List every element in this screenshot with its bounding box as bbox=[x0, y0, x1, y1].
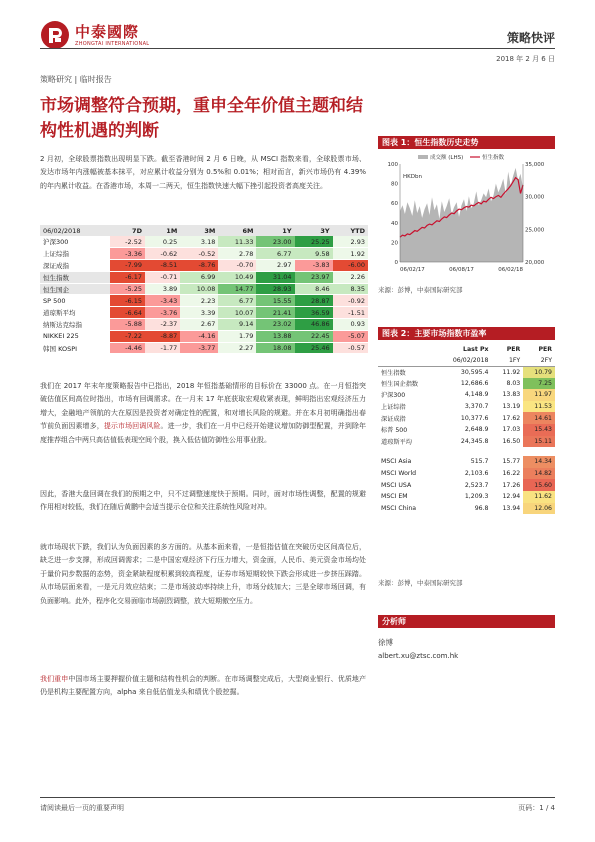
pe-value: 15.43 bbox=[523, 424, 555, 436]
return-cell: 2.67 bbox=[180, 319, 218, 331]
pe-value: 17.26 bbox=[502, 481, 521, 489]
column-header: 6M bbox=[218, 225, 256, 236]
return-cell: -0.57 bbox=[333, 342, 368, 354]
pe-last-price: 2,103.6 bbox=[464, 470, 489, 478]
pe-value: 17.03 bbox=[502, 426, 521, 434]
hsi-history-chart bbox=[378, 152, 555, 282]
return-cell: 25.46 bbox=[295, 342, 333, 354]
index-name: 沪深300 bbox=[40, 236, 110, 248]
return-cell: 6.99 bbox=[180, 271, 218, 283]
pe-last-price: 1,209.3 bbox=[464, 493, 489, 501]
pe-value: 15.77 bbox=[502, 458, 521, 466]
return-cell: 23.02 bbox=[256, 319, 294, 331]
page-number: 页码：1 / 4 bbox=[518, 804, 555, 812]
return-cell: -3.36 bbox=[110, 248, 145, 260]
left-tick-label: 60 bbox=[391, 201, 398, 208]
figure1-title: 图表 1：恒生指数历史走势 bbox=[378, 136, 555, 149]
return-cell: 36.59 bbox=[295, 307, 333, 319]
pe-value: 11.62 bbox=[523, 491, 555, 503]
pe-table-row bbox=[378, 389, 555, 401]
pe-row-spacer bbox=[378, 447, 555, 456]
pe-value: 13.83 bbox=[502, 391, 521, 399]
return-cell: 6.77 bbox=[218, 295, 256, 307]
footer-divider bbox=[40, 797, 555, 798]
return-cell: -0.71 bbox=[145, 271, 180, 283]
return-cell: 11.33 bbox=[218, 236, 256, 248]
table-row bbox=[40, 330, 368, 342]
return-cell: -3.76 bbox=[145, 307, 180, 319]
pe-index-name: MSCI EM bbox=[381, 493, 408, 501]
pe-index-name: 深证成指 bbox=[381, 415, 406, 423]
pe-table-row bbox=[378, 436, 555, 448]
legend-index-label: 恒生指数 bbox=[482, 155, 505, 161]
header-divider bbox=[40, 48, 555, 49]
pe-last-price: 2,648.9 bbox=[464, 426, 489, 434]
return-cell: 21.41 bbox=[256, 307, 294, 319]
return-cell: -5.25 bbox=[110, 283, 145, 295]
return-cell: 18.08 bbox=[256, 342, 294, 354]
pe-subheader-row bbox=[378, 355, 555, 366]
paragraph-outlook-post: 。进一步，我们在一月中已经开始建议增加防御型配置，并到除年度推荐组合中两只高估值低表现空间个股，换入低估值防御性公用事业股。 bbox=[40, 422, 367, 444]
pe-index-name: MSCI China bbox=[381, 504, 417, 512]
column-header: 1Y bbox=[256, 225, 294, 236]
index-name: 恒生国企 bbox=[40, 283, 110, 295]
legend-volume-label: 成交额 (LHS) bbox=[430, 155, 464, 161]
pe-index-name: 沪深300 bbox=[381, 392, 406, 400]
table-row bbox=[40, 248, 368, 260]
return-cell: -8.51 bbox=[145, 260, 180, 272]
breadcrumb: 策略研究 | 临时报告 bbox=[40, 75, 112, 84]
index-name: NIKKEI 225 bbox=[40, 330, 110, 342]
right-tick-label: 35,000 bbox=[525, 162, 545, 168]
x-tick-label: 06/02/17 bbox=[400, 267, 425, 273]
pe-last-price: 30,595.4 bbox=[460, 368, 489, 376]
paragraph-factors: 就市场现状下跌，我们认为负面因素的多方面的。从基本面来看，一是恒指估值在突破历史区间高位后，缺乏进一步支撑，形成回调需求；二是中国宏观经济下行压力增大，资金面，人民币、美元资金市场均处于量价同步数据的态势，资金紧缺程度积累到较高程度，证券市场短期较快下跌会形成进一步挤压踩踏。从市场层面来看，一是元月效应结束；二是市场波动率持续上升，市场分歧加大；三是全球市场回调，有负面影响。此外，程序化交易面临市场剧烈调整，放大短期傲空压力。 bbox=[40, 543, 366, 605]
return-cell: 10.08 bbox=[180, 283, 218, 295]
return-cell: 2.97 bbox=[256, 260, 294, 272]
table-header-row bbox=[40, 225, 368, 236]
pe-column-subheader: 2FY bbox=[523, 355, 555, 366]
table-row bbox=[40, 236, 368, 248]
index-performance-table bbox=[40, 225, 368, 354]
paragraph-reiterate bbox=[40, 673, 366, 700]
x-tick-label: 06/02/18 bbox=[498, 267, 523, 273]
right-tick-label: 30,000 bbox=[525, 194, 545, 201]
return-cell: 2.23 bbox=[180, 295, 218, 307]
pe-index-name: 标普 500 bbox=[381, 427, 408, 435]
analyst-name: 徐博 bbox=[378, 638, 393, 647]
index-name: 道琼斯平均 bbox=[40, 307, 110, 319]
paragraph-outlook bbox=[40, 380, 366, 447]
pe-value: 11.92 bbox=[502, 368, 521, 376]
return-cell: 10.49 bbox=[218, 271, 256, 283]
pe-last-price: 96.8 bbox=[474, 504, 489, 512]
return-cell: -0.52 bbox=[180, 248, 218, 260]
return-cell: 13.88 bbox=[256, 330, 294, 342]
analyst-section-title: 分析师 bbox=[378, 615, 555, 628]
return-cell: -8.87 bbox=[145, 330, 180, 342]
brand-logo bbox=[40, 20, 149, 50]
table-row bbox=[40, 260, 368, 272]
table-row bbox=[40, 307, 368, 319]
paragraph-intro: 2 月初，全球股票指数出现明显下跌。截至香港时间 2 月 6 日晚，从 MSCI 指数来看，全球股票市场、发达市场年内涨幅被基本抹平，对应累计收益分别为 0.5%和 0.01%；相对而言，新兴市场仍有 4.39%的年内累计收益。在香港市场，本周一二两天，恒生指数快速大幅下挫引起投资者高度关注。 bbox=[40, 155, 366, 190]
paragraph-reiterate-highlight: 我们重申 bbox=[40, 675, 69, 683]
return-cell: -5.07 bbox=[333, 330, 368, 342]
return-cell: -5.88 bbox=[110, 319, 145, 331]
return-cell: 10.07 bbox=[218, 307, 256, 319]
pe-value: 16.50 bbox=[502, 437, 521, 445]
pe-index-name: MSCI Asia bbox=[381, 458, 412, 466]
pe-index-name: 恒生国企指数 bbox=[381, 380, 419, 388]
pe-ratio-table bbox=[378, 344, 555, 514]
pe-index-name: MSCI World bbox=[381, 470, 417, 478]
unit-label: HKDbn bbox=[403, 174, 422, 180]
pe-last-price: 10,377.6 bbox=[460, 414, 489, 422]
x-tick-label: 06/08/17 bbox=[449, 267, 474, 273]
return-cell: 8.46 bbox=[295, 283, 333, 295]
return-cell: 1.79 bbox=[218, 330, 256, 342]
pe-value: 12.94 bbox=[502, 493, 521, 501]
paragraph-expectation: 因此，香港大盘回调在我们的预期之中，只不过调整速度快于预期。同时，面对市场性调整，配置的规避作用相对较低，我们在随后黄鹏中会适当提示仓位和关注系统性风险对冲。 bbox=[40, 490, 366, 512]
return-cell: 2.78 bbox=[218, 248, 256, 260]
pe-index-name: 道琼斯平均 bbox=[381, 438, 412, 446]
brand-name-en: ZHONGTAI INTERNATIONAL bbox=[75, 40, 150, 47]
return-cell: -7.99 bbox=[110, 260, 145, 272]
pe-last-price: 24,345.8 bbox=[460, 437, 489, 445]
return-cell: -3.43 bbox=[145, 295, 180, 307]
pe-last-price: 12,686.6 bbox=[460, 379, 489, 387]
column-header: YTD bbox=[333, 225, 368, 236]
pe-value: 17.62 bbox=[502, 414, 521, 422]
pe-value: 12.06 bbox=[523, 503, 555, 515]
pe-value: 14.34 bbox=[523, 456, 555, 468]
footer-disclaimer: 请阅读最后一页的重要声明 bbox=[40, 804, 124, 812]
return-cell: 3.39 bbox=[180, 307, 218, 319]
return-cell: 8.35 bbox=[333, 283, 368, 295]
return-cell: -8.76 bbox=[180, 260, 218, 272]
index-name: 上证综指 bbox=[40, 248, 110, 260]
return-cell: -4.16 bbox=[180, 330, 218, 342]
return-cell: -3.77 bbox=[180, 342, 218, 354]
return-cell: -6.00 bbox=[333, 260, 368, 272]
pe-value: 10.79 bbox=[523, 366, 555, 378]
pe-table-row bbox=[378, 491, 555, 503]
page-title: 市场调整符合预期，重申全年价值主题和结构性机遇的判断 bbox=[40, 96, 363, 141]
pe-value: 15.11 bbox=[523, 436, 555, 448]
pe-value: 14.82 bbox=[523, 468, 555, 480]
return-cell: 6.77 bbox=[256, 248, 294, 260]
left-tick-label: 40 bbox=[391, 220, 398, 227]
pe-column-header: PER bbox=[538, 346, 552, 353]
table-date-label: 06/02/2018 bbox=[40, 225, 110, 236]
volume-area bbox=[400, 168, 523, 262]
index-name: 深证成指 bbox=[40, 260, 110, 272]
return-cell: 22.45 bbox=[295, 330, 333, 342]
return-cell: 28.87 bbox=[295, 295, 333, 307]
return-cell: 31.04 bbox=[256, 271, 294, 283]
pe-column-header: Last Px bbox=[463, 346, 489, 353]
return-cell: -7.22 bbox=[110, 330, 145, 342]
return-cell: 23.00 bbox=[256, 236, 294, 248]
pe-last-price: 2,523.7 bbox=[464, 481, 489, 489]
return-cell: 2.26 bbox=[333, 271, 368, 283]
left-tick-label: 0 bbox=[394, 260, 398, 266]
return-cell: 28.93 bbox=[256, 283, 294, 295]
return-cell: 46.86 bbox=[295, 319, 333, 331]
analyst-email-link[interactable]: albert.xu@ztsc.com.hk bbox=[378, 652, 459, 660]
pe-table-row bbox=[378, 479, 555, 491]
return-cell: -6.64 bbox=[110, 307, 145, 319]
return-cell: 3.18 bbox=[180, 236, 218, 248]
return-cell: -0.70 bbox=[218, 260, 256, 272]
table-row bbox=[40, 283, 368, 295]
table-row bbox=[40, 319, 368, 331]
pe-value: 15.60 bbox=[523, 479, 555, 491]
pe-value: 13.19 bbox=[502, 403, 521, 411]
right-tick-label: 20,000 bbox=[525, 260, 545, 266]
return-cell: 0.93 bbox=[333, 319, 368, 331]
pe-table-row bbox=[378, 456, 555, 468]
paragraph-outlook-highlight: 提示市场回调风险 bbox=[103, 422, 161, 431]
pe-value: 16.22 bbox=[502, 470, 521, 478]
paragraph-outlook-pre: 我们在 2017 年末年度策略报告中已指出，2018 年恒指基础情形的目标价在 33000 点。在一月恒指突破估值区间高位时指出，市场有回调需求。在一月末 17 年底获取宏观收紧表现，鲜明指出宏观经济压力增大，金融地产领航的大在原因是投资者对确定性的配置，和对增长风险的规避。并在本月初明确指出春节前负面因素增多， bbox=[40, 382, 366, 431]
table-row bbox=[40, 342, 368, 354]
pe-column-subheader: 1FY bbox=[491, 355, 523, 366]
pe-value: 7.25 bbox=[523, 378, 555, 390]
return-cell: 25.25 bbox=[295, 236, 333, 248]
column-header: 3Y bbox=[295, 225, 333, 236]
right-tick-label: 25,000 bbox=[525, 227, 545, 234]
figure2-source: 来源：彭博，中泰国际研究部 bbox=[378, 579, 463, 587]
brand-logo-icon bbox=[40, 20, 70, 50]
pe-value: 14.61 bbox=[523, 412, 555, 424]
pe-table-row bbox=[378, 401, 555, 413]
return-cell: 9.58 bbox=[295, 248, 333, 260]
brand-name-cn: 中泰國際 bbox=[75, 22, 140, 41]
table-row bbox=[40, 295, 368, 307]
return-cell: -1.51 bbox=[333, 307, 368, 319]
return-cell: -3.83 bbox=[295, 260, 333, 272]
return-cell: -4.46 bbox=[110, 342, 145, 354]
column-header: 3M bbox=[180, 225, 218, 236]
pe-header-row bbox=[378, 344, 555, 355]
pe-index-name: 上证综指 bbox=[381, 404, 406, 412]
index-name: 恒生指数 bbox=[40, 271, 110, 283]
pe-value: 11.97 bbox=[523, 389, 555, 401]
return-cell: -0.62 bbox=[145, 248, 180, 260]
pe-last-price: 4,148.9 bbox=[464, 391, 489, 399]
pe-last-price: 3,370.7 bbox=[464, 403, 489, 411]
figure1-source: 来源：彭博，中泰国际研究部 bbox=[378, 286, 463, 294]
return-cell: 1.92 bbox=[333, 248, 368, 260]
column-header: 7D bbox=[110, 225, 145, 236]
return-cell: -0.92 bbox=[333, 295, 368, 307]
paragraph-reiterate-post: 中国市场主要押握价值主题和结构性机会的判断。在市场调整完成后，大型商业银行、优质地产仍是机构主要配置方向，alpha 来自低估值龙头和绩优个股挖掘。 bbox=[40, 675, 367, 697]
left-tick-label: 100 bbox=[387, 162, 398, 168]
return-cell: -2.52 bbox=[110, 236, 145, 248]
pe-table-row bbox=[378, 366, 555, 378]
doc-type: 策略快评 bbox=[506, 31, 555, 45]
return-cell: 15.55 bbox=[256, 295, 294, 307]
pe-index-name: MSCI USA bbox=[381, 481, 412, 489]
table-row bbox=[40, 271, 368, 283]
pe-table-row bbox=[378, 424, 555, 436]
return-cell: 3.89 bbox=[145, 283, 180, 295]
pe-table-row bbox=[378, 468, 555, 480]
index-name: 韩国 KOSPI bbox=[40, 342, 110, 354]
return-cell: 0.25 bbox=[145, 236, 180, 248]
pe-last-price: 515.7 bbox=[470, 458, 489, 466]
return-cell: 2.93 bbox=[333, 236, 368, 248]
pe-table-row bbox=[378, 378, 555, 390]
return-cell: -6.17 bbox=[110, 271, 145, 283]
column-header: 1M bbox=[145, 225, 180, 236]
return-cell: -6.15 bbox=[110, 295, 145, 307]
return-cell: 9.14 bbox=[218, 319, 256, 331]
pe-value: 8.03 bbox=[506, 379, 521, 387]
figure2-title: 图表 2：主要市场指数市盈率 bbox=[378, 327, 555, 340]
pe-table-row bbox=[378, 503, 555, 515]
left-tick-label: 80 bbox=[391, 181, 398, 188]
report-date: 2018 年 2 月 6 日 bbox=[496, 55, 555, 63]
pe-value: 13.94 bbox=[502, 504, 521, 512]
return-cell: 2.27 bbox=[218, 342, 256, 354]
index-name: 纳斯达克综指 bbox=[40, 319, 110, 331]
legend-volume-swatch bbox=[418, 155, 428, 159]
pe-column-subheader: 06/02/2018 bbox=[436, 355, 492, 366]
left-tick-label: 20 bbox=[391, 240, 398, 247]
index-name: SP 500 bbox=[40, 295, 110, 307]
pe-value: 11.53 bbox=[523, 401, 555, 413]
return-cell: -2.37 bbox=[145, 319, 180, 331]
return-cell: -1.77 bbox=[145, 342, 180, 354]
pe-table-row bbox=[378, 412, 555, 424]
pe-index-name: 恒生指数 bbox=[381, 369, 406, 377]
return-cell: 23.97 bbox=[295, 271, 333, 283]
pe-column-header: PER bbox=[506, 346, 521, 353]
return-cell: 14.77 bbox=[218, 283, 256, 295]
